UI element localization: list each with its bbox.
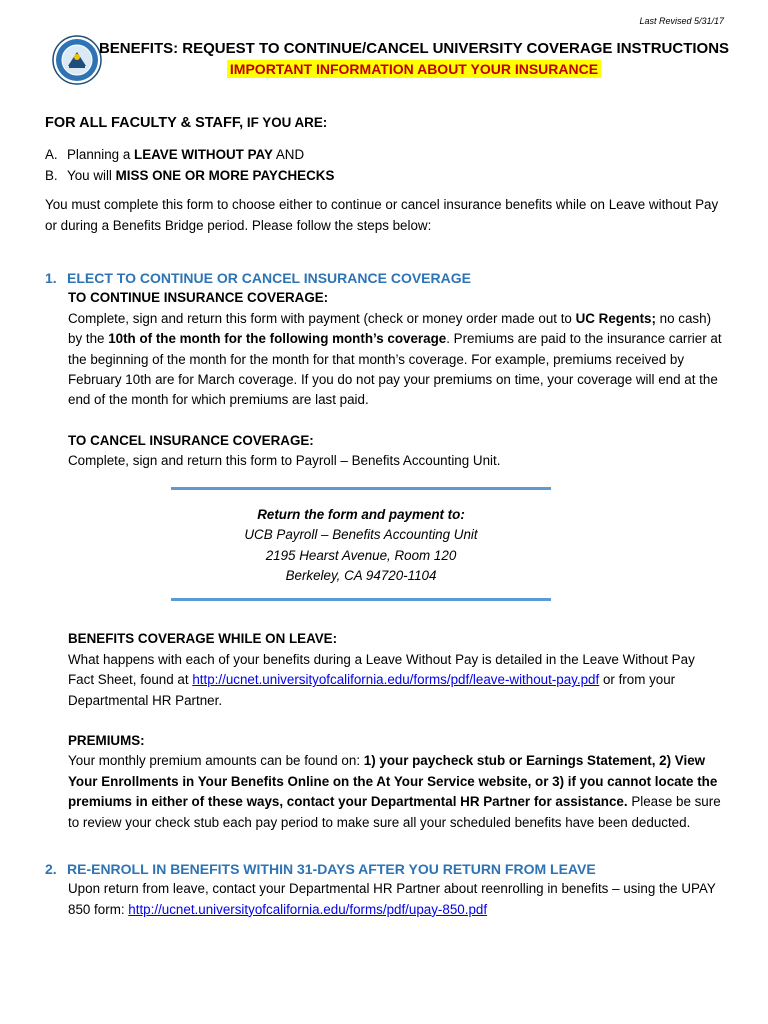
section-1 (45, 268, 724, 833)
premiums-text: Your monthly premium amounts can be found on: 1) your paycheck stub or Earnings Statement, 2) View Your Enrollments in Your Benefits Online on the At Your Service website, or 3) if you cannot locate the premiums in either of these ways, contact your Departmental HR Partner for assistance. Please be sure to review your check stub each pay period to make sure all your scheduled benefits have been deducted. (68, 753, 721, 830)
benefits-coverage-text: What happens with each of your benefits during a Leave Without Pay is detailed in the Leave Without Pay Fact Sheet, found at http://ucnet.universityofcalifornia.edu/forms/pdf/leave-without-pay.pdf or from your Departmental HR Partner. (68, 651, 695, 708)
cancel-coverage-heading: TO CANCEL INSURANCE COVERAGE: (68, 432, 314, 448)
continue-coverage-heading: TO CONTINUE INSURANCE COVERAGE: (68, 290, 329, 306)
list-item: A. Planning a LEAVE WITHOUT PAY AND (45, 147, 305, 163)
section-2-heading: 2. RE-ENROLL IN BENEFITS WITHIN 31-DAYS AFTER YOU RETURN FROM LEAVE (45, 860, 596, 877)
return-address-line: 2195 Hearst Avenue, Room 120 (265, 547, 457, 563)
continue-coverage-text: Complete, sign and return this form with payment (check or money order made out to UC Regents; no cash) by the 10th of the month for the following month’s coverage. Premiums are paid to the insurance carrier at the beginning of the month for the month for that month’s coverage. For example, premiums received by February 10th are for March coverage. If you do not pay your premiums on time, your coverage will end at the end of the month for which premiums are last paid. (68, 310, 722, 408)
document-subtitle: IMPORTANT INFORMATION ABOUT YOUR INSURANCE (227, 60, 601, 78)
return-address-box (171, 487, 551, 602)
document-title: BENEFITS: REQUEST TO CONTINUE/CANCEL UNIVERSITY COVERAGE INSTRUCTIONS (98, 40, 730, 57)
section-2 (45, 859, 724, 920)
leave-without-pay-link[interactable]: http://ucnet.universityofcalifornia.edu/forms/pdf/leave-without-pay.pdf (192, 672, 600, 688)
list-item: B. You will MISS ONE OR MORE PAYCHECKS (45, 167, 335, 183)
benefits-coverage-heading: BENEFITS COVERAGE WHILE ON LEAVE: (68, 631, 338, 647)
cancel-coverage-text: Complete, sign and return this form to Payroll – Benefits Accounting Unit. (68, 453, 501, 469)
section-1-heading: 1. ELECT TO CONTINUE OR CANCEL INSURANCE COVERAGE (45, 270, 471, 287)
return-address-title: Return the form and payment to: (257, 506, 465, 522)
intro-paragraph: You must complete this form to choose either to continue or cancel insurance benefits while on Leave without Pay or during a Benefits Bridge period. Please follow the steps below: (45, 197, 719, 233)
document-body (45, 108, 724, 920)
return-address-line: Berkeley, CA 94720-1104 (285, 567, 437, 583)
audience-heading: FOR ALL FACULTY & STAFF, IF YOU ARE: (45, 115, 328, 131)
return-address-line: UCB Payroll – Benefits Accounting Unit (244, 527, 478, 543)
upay-850-link[interactable]: http://ucnet.universityofcalifornia.edu/forms/pdf/upay-850.pdf (128, 901, 488, 917)
last-revised-date: Last Revised 5/31/17 (639, 16, 724, 26)
reenroll-text: Upon return from leave, contact your Departmental HR Partner about reenrolling in benefits – using the UPAY 850 form: http://ucnet.universityofcalifornia.edu/forms/pdf/upay-850.pdf (68, 881, 716, 917)
premiums-heading: PREMIUMS: (68, 732, 145, 748)
